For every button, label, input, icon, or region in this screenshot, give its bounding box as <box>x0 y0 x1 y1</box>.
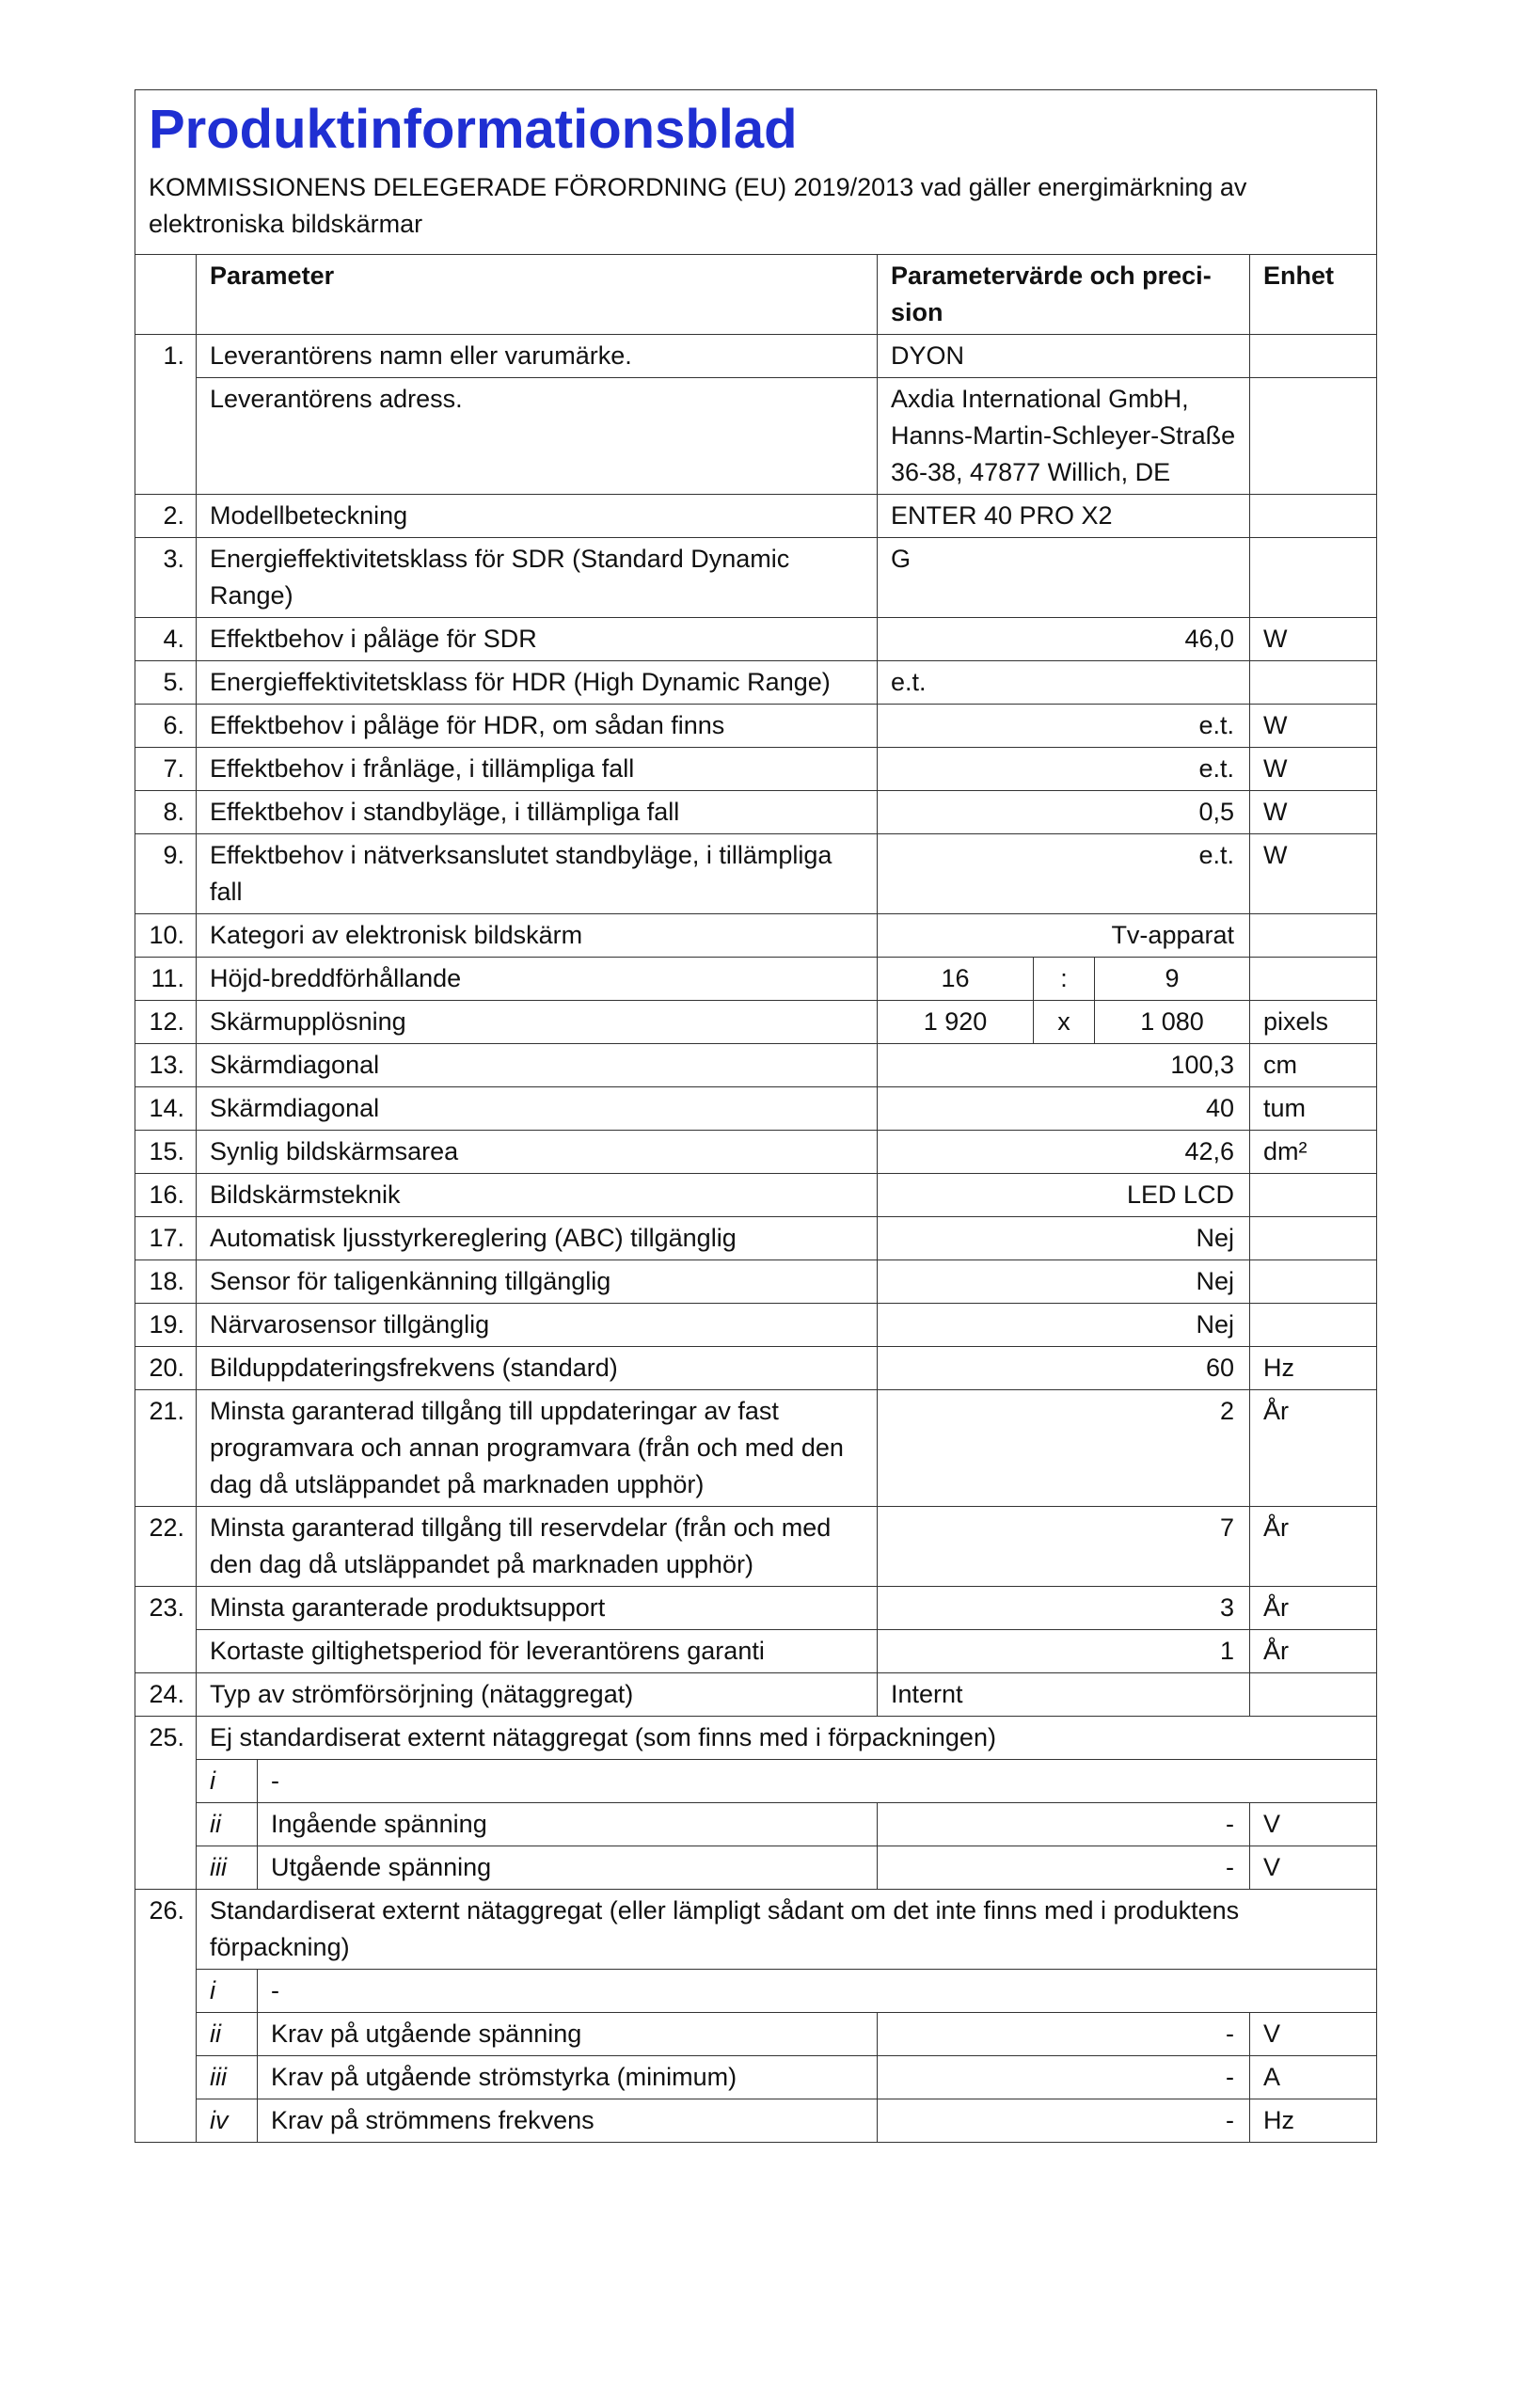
row-number: 11. <box>135 958 197 1001</box>
sub-row-unit: Hz <box>1250 2099 1377 2143</box>
row-unit: W <box>1250 618 1377 661</box>
row-parameter: Skärmdiagonal <box>197 1087 878 1131</box>
row-value: 42,6 <box>878 1131 1250 1174</box>
sub-row <box>135 2013 1377 2056</box>
table-row <box>135 378 1377 495</box>
row-number: 4. <box>135 618 197 661</box>
row-value: Tv-apparat <box>878 914 1250 958</box>
row-unit <box>1250 1260 1377 1304</box>
sub-row-parameter: - <box>258 1970 1377 2013</box>
row-number: 18. <box>135 1260 197 1304</box>
sub-row-index: i <box>197 1970 258 2013</box>
row-parameter: Effektbehov i nätverksanslutet standbyläge, i tillämpliga fall <box>197 834 878 914</box>
table-row <box>135 538 1377 618</box>
row-unit: År <box>1250 1390 1377 1507</box>
row-unit <box>1250 914 1377 958</box>
row-unit: W <box>1250 748 1377 791</box>
table-row <box>135 1217 1377 1260</box>
row-number: 20. <box>135 1347 197 1390</box>
sub-row-index: i <box>197 1760 258 1803</box>
sub-row-unit: V <box>1250 1803 1377 1846</box>
row-value: 46,0 <box>878 618 1250 661</box>
table-row <box>135 1304 1377 1347</box>
title-cell <box>135 90 1377 255</box>
row-unit: cm <box>1250 1044 1377 1087</box>
row-number: 23. <box>135 1587 197 1630</box>
sub-row-value: - <box>878 2013 1250 2056</box>
row-parameter: Minsta garanterade produktsupport <box>197 1587 878 1630</box>
header-value: Parametervärde och precision <box>878 255 1250 335</box>
sub-row-unit: V <box>1250 1846 1377 1890</box>
row-number: 14. <box>135 1087 197 1131</box>
sub-row-parameter: Utgående spänning <box>258 1846 878 1890</box>
row-parameter: Sensor för taligenkänning tillgänglig <box>197 1260 878 1304</box>
row-value: 60 <box>878 1347 1250 1390</box>
row-unit: pixels <box>1250 1001 1377 1044</box>
table-row <box>135 1260 1377 1304</box>
title-row <box>135 90 1377 255</box>
sub-row-parameter: Krav på utgående strömstyrka (minimum) <box>258 2056 878 2099</box>
row-value: e.t. <box>878 834 1250 914</box>
sub-row <box>135 1803 1377 1846</box>
row-parameter: Skärmdiagonal <box>197 1044 878 1087</box>
row-number <box>135 1630 197 1673</box>
row-parameter: Leverantörens adress. <box>197 378 878 495</box>
row-value: e.t. <box>878 661 1250 705</box>
row-value: 0,5 <box>878 791 1250 834</box>
row-number: 12. <box>135 1001 197 1044</box>
product-info-table <box>135 89 1377 2143</box>
table-row <box>135 1131 1377 1174</box>
product-information-sheet <box>135 89 1376 2143</box>
row-parameter: Energieffektivitetsklass för HDR (High Dynamic Range) <box>197 661 878 705</box>
row-value: 40 <box>878 1087 1250 1131</box>
row-number: 26. <box>135 1890 197 2143</box>
sub-row-parameter: - <box>258 1760 1377 1803</box>
row-number: 21. <box>135 1390 197 1507</box>
table-row <box>135 1587 1377 1630</box>
row-unit <box>1250 495 1377 538</box>
row-number: 25. <box>135 1717 197 1890</box>
table-row <box>135 1507 1377 1587</box>
table-row <box>135 1347 1377 1390</box>
table-row <box>135 1087 1377 1131</box>
row-unit <box>1250 1304 1377 1347</box>
row-value-second: 1 080 <box>1095 1001 1250 1044</box>
sub-row-value: - <box>878 2099 1250 2143</box>
sub-row-index: ii <box>197 2013 258 2056</box>
row-parameter: Ej standardiserat externt nätaggregat (som finns med i förpackningen) <box>197 1717 1377 1760</box>
row-number: 8. <box>135 791 197 834</box>
row-parameter: Effektbehov i frånläge, i tillämpliga fall <box>197 748 878 791</box>
row-number: 17. <box>135 1217 197 1260</box>
row-value: Axdia International GmbH, Hanns-Martin-Schleyer-Straße 36-38, 47877 Willich, DE <box>878 378 1250 495</box>
regulation-subtitle: KOMMISSIONENS DELEGERADE FÖRORDNING (EU) 2019/2013 vad gäller energimärkning av elektroniska bildskärmar <box>149 173 1247 238</box>
header-num <box>135 255 197 335</box>
row-value: Nej <box>878 1260 1250 1304</box>
row-parameter: Energieffektivitetsklass för SDR (Standard Dynamic Range) <box>197 538 878 618</box>
row-unit: År <box>1250 1630 1377 1673</box>
table-row <box>135 618 1377 661</box>
row-parameter: Automatisk ljusstyrkereglering (ABC) tillgänglig <box>197 1217 878 1260</box>
row-unit <box>1250 958 1377 1001</box>
sub-row-parameter: Krav på utgående spänning <box>258 2013 878 2056</box>
row-unit: tum <box>1250 1087 1377 1131</box>
row-number: 15. <box>135 1131 197 1174</box>
table-row <box>135 705 1377 748</box>
row-unit <box>1250 1174 1377 1217</box>
row-parameter: Skärmupplösning <box>197 1001 878 1044</box>
row-value: 3 <box>878 1587 1250 1630</box>
table-row <box>135 1044 1377 1087</box>
row-unit: W <box>1250 791 1377 834</box>
row-value-first: 1 920 <box>878 1001 1034 1044</box>
table-row <box>135 791 1377 834</box>
row-unit: Hz <box>1250 1347 1377 1390</box>
row-parameter: Minsta garanterad tillgång till reservdelar (från och med den dag då utsläppandet på marknaden upphör) <box>197 1507 878 1587</box>
row-unit <box>1250 1217 1377 1260</box>
row-parameter: Bildskärmsteknik <box>197 1174 878 1217</box>
row-parameter: Synlig bildskärmsarea <box>197 1131 878 1174</box>
row-number: 22. <box>135 1507 197 1587</box>
header-unit: Enhet <box>1250 255 1377 335</box>
row-parameter: Bilduppdateringsfrekvens (standard) <box>197 1347 878 1390</box>
row-number: 1. <box>135 335 197 378</box>
row-number: 7. <box>135 748 197 791</box>
row-parameter: Effektbehov i påläge för HDR, om sådan finns <box>197 705 878 748</box>
row-unit: W <box>1250 834 1377 914</box>
table-row <box>135 914 1377 958</box>
row-value: DYON <box>878 335 1250 378</box>
row-unit <box>1250 538 1377 618</box>
row-unit <box>1250 1673 1377 1717</box>
sub-row-parameter: Krav på strömmens frekvens <box>258 2099 878 2143</box>
row-number <box>135 378 197 495</box>
row-value: Nej <box>878 1304 1250 1347</box>
row-number: 16. <box>135 1174 197 1217</box>
row-unit: dm² <box>1250 1131 1377 1174</box>
header-parameter: Parameter <box>197 255 878 335</box>
page-title: Produktinformationsblad <box>149 99 798 160</box>
row-parameter: Standardiserat externt nätaggregat (eller lämpligt sådant om det inte finns med i produktens förpackning) <box>197 1890 1377 1970</box>
row-value: ENTER 40 PRO X2 <box>878 495 1250 538</box>
sub-row <box>135 2099 1377 2143</box>
row-parameter: Effektbehov i påläge för SDR <box>197 618 878 661</box>
row-parameter: Modellbeteckning <box>197 495 878 538</box>
sub-row-unit: V <box>1250 2013 1377 2056</box>
table-row <box>135 1390 1377 1507</box>
table-row <box>135 834 1377 914</box>
row-parameter: Minsta garanterad tillgång till uppdateringar av fast programvara och annan programvara (från och med den dag då utsläppandet på marknaden upphör) <box>197 1390 878 1507</box>
row-parameter: Kategori av elektronisk bildskärm <box>197 914 878 958</box>
table-row <box>135 335 1377 378</box>
row-parameter: Leverantörens namn eller varumärke. <box>197 335 878 378</box>
row-unit: År <box>1250 1507 1377 1587</box>
row-parameter: Kortaste giltighetsperiod för leverantörens garanti <box>197 1630 878 1673</box>
table-row <box>135 748 1377 791</box>
row-value: 1 <box>878 1630 1250 1673</box>
row-parameter: Effektbehov i standbyläge, i tillämpliga fall <box>197 791 878 834</box>
row-value: 7 <box>878 1507 1250 1587</box>
row-parameter: Höjd-breddförhållande <box>197 958 878 1001</box>
sub-row-index: iv <box>197 2099 258 2143</box>
table-row <box>135 1174 1377 1217</box>
row-value: G <box>878 538 1250 618</box>
row-number: 13. <box>135 1044 197 1087</box>
row-unit: W <box>1250 705 1377 748</box>
row-value: e.t. <box>878 748 1250 791</box>
table-row <box>135 1630 1377 1673</box>
table-row <box>135 1717 1377 1760</box>
sub-row-index: iii <box>197 1846 258 1890</box>
row-value-first: 16 <box>878 958 1034 1001</box>
row-parameter: Närvarosensor tillgänglig <box>197 1304 878 1347</box>
row-value: Nej <box>878 1217 1250 1260</box>
row-number: 5. <box>135 661 197 705</box>
row-number: 2. <box>135 495 197 538</box>
row-value: e.t. <box>878 705 1250 748</box>
row-unit: År <box>1250 1587 1377 1630</box>
sub-row <box>135 2056 1377 2099</box>
row-number: 10. <box>135 914 197 958</box>
table-row <box>135 661 1377 705</box>
table-row <box>135 1001 1377 1044</box>
sub-row-value: - <box>878 1803 1250 1846</box>
sub-row <box>135 1846 1377 1890</box>
row-value: 100,3 <box>878 1044 1250 1087</box>
sub-row <box>135 1760 1377 1803</box>
sub-row-value: - <box>878 2056 1250 2099</box>
row-number: 9. <box>135 834 197 914</box>
sub-row-unit: A <box>1250 2056 1377 2099</box>
row-unit <box>1250 378 1377 495</box>
header-row <box>135 255 1377 335</box>
row-value: LED LCD <box>878 1174 1250 1217</box>
sub-row-parameter: Ingående spänning <box>258 1803 878 1846</box>
sub-row-value: - <box>878 1846 1250 1890</box>
row-value-separator: x <box>1034 1001 1095 1044</box>
row-unit <box>1250 335 1377 378</box>
row-number: 3. <box>135 538 197 618</box>
table-row <box>135 958 1377 1001</box>
table-row <box>135 495 1377 538</box>
table-row <box>135 1673 1377 1717</box>
sub-row-index: ii <box>197 1803 258 1846</box>
row-value-second: 9 <box>1095 958 1250 1001</box>
row-value: 2 <box>878 1390 1250 1507</box>
row-number: 19. <box>135 1304 197 1347</box>
row-number: 24. <box>135 1673 197 1717</box>
row-value-separator: : <box>1034 958 1095 1001</box>
sub-row <box>135 1970 1377 2013</box>
row-value: Internt <box>878 1673 1250 1717</box>
sub-row-index: iii <box>197 2056 258 2099</box>
table-row <box>135 1890 1377 1970</box>
row-parameter: Typ av strömförsörjning (nätaggregat) <box>197 1673 878 1717</box>
row-number: 6. <box>135 705 197 748</box>
row-unit <box>1250 661 1377 705</box>
